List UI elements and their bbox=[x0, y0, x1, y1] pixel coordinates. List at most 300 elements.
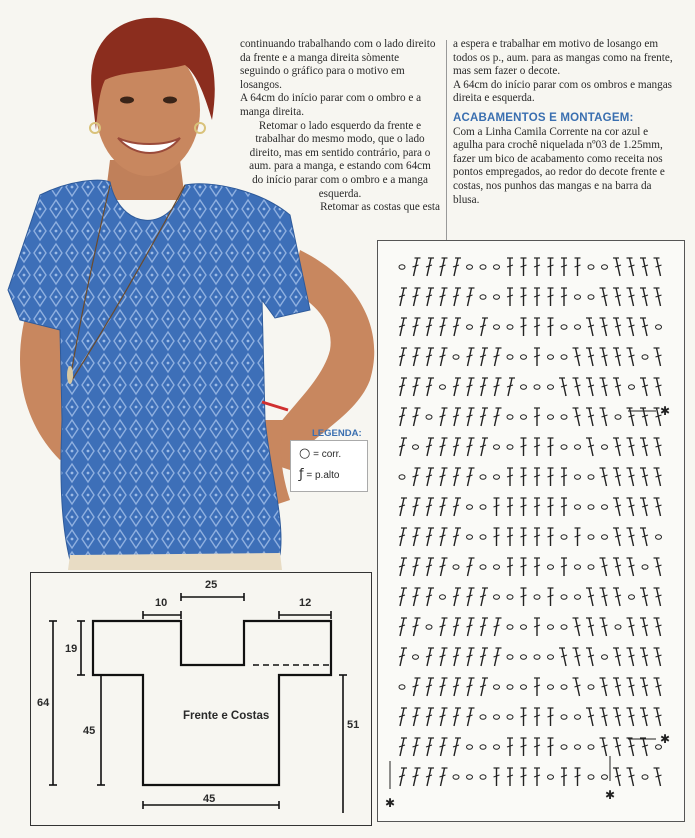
dc-symbol bbox=[468, 708, 472, 726]
chain-symbol bbox=[561, 625, 567, 630]
legend-box bbox=[290, 440, 368, 492]
dc-symbol bbox=[643, 318, 647, 336]
dc-symbol bbox=[427, 318, 431, 336]
chain-symbol bbox=[642, 355, 648, 360]
col1-paragraph-4: Retomar as costas que esta bbox=[320, 201, 440, 214]
chain-symbol bbox=[561, 715, 567, 720]
dc-symbol bbox=[643, 588, 647, 606]
dc-symbol bbox=[603, 678, 607, 696]
chain-symbol bbox=[602, 775, 608, 780]
dc-symbol bbox=[616, 588, 620, 606]
dc-symbol bbox=[468, 588, 472, 606]
dc-symbol bbox=[616, 708, 620, 726]
dc-symbol bbox=[643, 378, 647, 396]
chain-symbol bbox=[588, 565, 594, 570]
dc-symbol bbox=[454, 378, 458, 396]
double-crochet-icon: ƒ bbox=[299, 467, 304, 482]
dim-shoulder-left: 10 bbox=[155, 597, 168, 609]
chain-symbol bbox=[507, 445, 513, 450]
dc-symbol bbox=[495, 348, 499, 366]
chain-symbol bbox=[467, 325, 473, 330]
dc-symbol bbox=[400, 618, 404, 636]
dc-symbol bbox=[414, 678, 418, 696]
dc-symbol bbox=[441, 288, 445, 306]
dc-symbol bbox=[657, 558, 661, 576]
chain-symbol bbox=[588, 475, 594, 480]
legend-corr-label: = corr. bbox=[313, 449, 342, 460]
chain-symbol bbox=[480, 295, 486, 300]
dc-symbol bbox=[603, 288, 607, 306]
dc-symbol bbox=[400, 558, 404, 576]
chain-symbol bbox=[561, 595, 567, 600]
dc-symbol bbox=[630, 738, 634, 756]
chain-symbol bbox=[602, 655, 608, 660]
chain-symbol bbox=[575, 445, 581, 450]
dc-symbol bbox=[630, 498, 634, 516]
dc-symbol bbox=[454, 678, 458, 696]
dc-symbol bbox=[630, 648, 634, 666]
dc-symbol bbox=[454, 438, 458, 456]
chain-symbol bbox=[548, 355, 554, 360]
dc-symbol bbox=[400, 738, 404, 756]
chain-symbol bbox=[548, 565, 554, 570]
chain-symbol bbox=[588, 505, 594, 510]
chain-symbol bbox=[629, 385, 635, 390]
chain-symbol bbox=[494, 325, 500, 330]
dc-symbol bbox=[481, 588, 485, 606]
dc-symbol bbox=[657, 438, 661, 456]
dc-symbol bbox=[454, 588, 458, 606]
schematic-title: Frente e Costas bbox=[183, 710, 270, 722]
chain-symbol bbox=[575, 715, 581, 720]
col2-paragraph-1: a espera e trabalhar em motivo de losango em todos os p., aum. para as mangas como na frente, mas sem fazer o decote. bbox=[453, 38, 673, 78]
dc-symbol bbox=[441, 618, 445, 636]
chain-symbol bbox=[399, 265, 405, 270]
dc-symbol bbox=[576, 378, 580, 396]
dc-symbol bbox=[657, 678, 661, 696]
dc-symbol bbox=[657, 768, 661, 786]
dc-symbol bbox=[630, 528, 634, 546]
col1-paragraph-1: continuando trabalhando com o lado direito da frente e a manga direita sòmente seguindo o gráfico para o motivo em losangos. bbox=[240, 38, 436, 91]
chain-symbol bbox=[494, 715, 500, 720]
chain-symbol bbox=[480, 745, 486, 750]
chain-symbol bbox=[642, 775, 648, 780]
chain-symbol bbox=[575, 475, 581, 480]
chain-symbol bbox=[656, 325, 662, 330]
legend bbox=[290, 428, 368, 494]
dc-symbol bbox=[603, 318, 607, 336]
dc-symbol bbox=[441, 258, 445, 276]
dc-symbol bbox=[400, 378, 404, 396]
dc-symbol bbox=[657, 378, 661, 396]
dc-symbol bbox=[495, 618, 499, 636]
dc-symbol bbox=[400, 768, 404, 786]
dc-symbol bbox=[589, 408, 593, 426]
chain-symbol bbox=[507, 325, 513, 330]
svg-text:✱: ✱ bbox=[385, 796, 396, 810]
dc-symbol bbox=[495, 648, 499, 666]
dc-symbol bbox=[643, 438, 647, 456]
chain-symbol bbox=[507, 355, 513, 360]
dc-symbol bbox=[441, 738, 445, 756]
chain-symbol bbox=[615, 625, 621, 630]
chain-symbol bbox=[575, 595, 581, 600]
dc-symbol bbox=[562, 648, 566, 666]
dc-symbol bbox=[630, 768, 634, 786]
svg-text:✱: ✱ bbox=[605, 788, 616, 802]
chain-symbol bbox=[480, 775, 486, 780]
dc-symbol bbox=[589, 438, 593, 456]
dc-symbol bbox=[616, 648, 620, 666]
chain-symbol bbox=[561, 415, 567, 420]
dc-symbol bbox=[657, 288, 661, 306]
chain-symbol bbox=[507, 655, 513, 660]
col2-paragraph-2: A 64cm do início parar com os ombros e mangas direita e esquerda. bbox=[453, 78, 673, 105]
dc-symbol bbox=[414, 528, 418, 546]
dc-symbol bbox=[657, 348, 661, 366]
dc-symbol bbox=[616, 258, 620, 276]
dc-symbol bbox=[481, 318, 485, 336]
chain-symbol bbox=[561, 685, 567, 690]
dc-symbol bbox=[427, 258, 431, 276]
chain-symbol bbox=[480, 565, 486, 570]
dc-symbol bbox=[414, 738, 418, 756]
dc-symbol bbox=[589, 588, 593, 606]
dc-symbol bbox=[643, 708, 647, 726]
dc-symbol bbox=[603, 708, 607, 726]
dc-symbol bbox=[616, 438, 620, 456]
dc-symbol bbox=[441, 768, 445, 786]
chain-symbol bbox=[426, 625, 432, 630]
column-divider bbox=[446, 40, 447, 240]
legend-row-corr bbox=[299, 446, 341, 461]
chain-symbol bbox=[575, 325, 581, 330]
chain-symbol bbox=[548, 625, 554, 630]
dc-symbol bbox=[468, 678, 472, 696]
dc-symbol bbox=[468, 438, 472, 456]
dc-symbol bbox=[454, 738, 458, 756]
dc-symbol bbox=[630, 258, 634, 276]
dc-symbol bbox=[630, 318, 634, 336]
chain-symbol bbox=[575, 565, 581, 570]
dc-symbol bbox=[589, 708, 593, 726]
chain-symbol bbox=[629, 595, 635, 600]
chain-symbol bbox=[453, 355, 459, 360]
dc-symbol bbox=[643, 738, 647, 756]
dc-symbol bbox=[576, 678, 580, 696]
dc-symbol bbox=[441, 498, 445, 516]
chain-symbol bbox=[588, 265, 594, 270]
dc-symbol bbox=[414, 258, 418, 276]
chain-symbol bbox=[521, 685, 527, 690]
dc-symbol bbox=[441, 678, 445, 696]
chain-symbol bbox=[561, 445, 567, 450]
dc-symbol bbox=[454, 408, 458, 426]
dc-symbol bbox=[454, 318, 458, 336]
chain-symbol bbox=[467, 505, 473, 510]
chain-symbol bbox=[588, 775, 594, 780]
dc-symbol bbox=[603, 348, 607, 366]
chain-symbol bbox=[575, 505, 581, 510]
dc-symbol bbox=[427, 438, 431, 456]
chain-symbol bbox=[588, 535, 594, 540]
dc-symbol bbox=[441, 468, 445, 486]
dc-symbol bbox=[400, 528, 404, 546]
dc-symbol bbox=[400, 588, 404, 606]
dc-symbol bbox=[630, 288, 634, 306]
chain-symbol bbox=[575, 745, 581, 750]
dc-symbol bbox=[427, 348, 431, 366]
dc-symbol bbox=[427, 288, 431, 306]
dc-symbol bbox=[454, 468, 458, 486]
dc-symbol bbox=[427, 678, 431, 696]
chain-symbol bbox=[507, 685, 513, 690]
dc-symbol bbox=[400, 348, 404, 366]
chain-symbol bbox=[494, 745, 500, 750]
dc-symbol bbox=[589, 348, 593, 366]
dc-symbol bbox=[630, 618, 634, 636]
chain-symbol bbox=[413, 445, 419, 450]
dc-symbol bbox=[643, 528, 647, 546]
dc-symbol bbox=[657, 258, 661, 276]
dc-symbol bbox=[468, 408, 472, 426]
chain-symbol bbox=[399, 685, 405, 690]
chain-symbol bbox=[494, 475, 500, 480]
dc-symbol bbox=[603, 618, 607, 636]
dc-symbol bbox=[616, 528, 620, 546]
dc-symbol bbox=[468, 348, 472, 366]
instructions-column-2 bbox=[453, 38, 675, 207]
dc-symbol bbox=[657, 468, 661, 486]
dc-symbol bbox=[616, 678, 620, 696]
chain-symbol bbox=[507, 715, 513, 720]
dc-symbol bbox=[400, 318, 404, 336]
dc-symbol bbox=[441, 558, 445, 576]
dc-symbol bbox=[616, 498, 620, 516]
dc-symbol bbox=[468, 378, 472, 396]
dc-symbol bbox=[643, 618, 647, 636]
dc-symbol bbox=[427, 378, 431, 396]
dc-symbol bbox=[616, 318, 620, 336]
dc-symbol bbox=[481, 678, 485, 696]
dc-symbol bbox=[589, 648, 593, 666]
chain-symbol bbox=[534, 595, 540, 600]
chain-symbol bbox=[656, 535, 662, 540]
dc-symbol bbox=[589, 318, 593, 336]
chain-symbol bbox=[548, 415, 554, 420]
dc-symbol bbox=[643, 288, 647, 306]
dc-symbol bbox=[454, 648, 458, 666]
dc-symbol bbox=[468, 558, 472, 576]
dc-symbol bbox=[414, 318, 418, 336]
dc-symbol bbox=[576, 408, 580, 426]
dc-symbol bbox=[616, 468, 620, 486]
dim-sleeve-right: 12 bbox=[299, 597, 312, 609]
dc-symbol bbox=[630, 438, 634, 456]
dc-symbol bbox=[576, 648, 580, 666]
dc-symbol bbox=[643, 468, 647, 486]
chain-symbol bbox=[521, 415, 527, 420]
dc-symbol bbox=[468, 468, 472, 486]
svg-text:✱: ✱ bbox=[660, 404, 671, 418]
dc-symbol bbox=[400, 498, 404, 516]
dc-symbol bbox=[616, 768, 620, 786]
chain-stitch-icon: ○ bbox=[299, 446, 311, 461]
chain-symbol bbox=[480, 475, 486, 480]
dc-symbol bbox=[657, 588, 661, 606]
col1-paragraph-3: Retomar o lado esquerdo da frente e trabalhar do mesmo modo, que o lado direito, mas em sentido contrário, para o aum. para a manga, e estando com 64cm bbox=[249, 119, 431, 173]
chain-symbol bbox=[494, 265, 500, 270]
chain-symbol bbox=[467, 265, 473, 270]
chain-symbol bbox=[602, 505, 608, 510]
stitch-diagram bbox=[378, 241, 684, 821]
dc-symbol bbox=[427, 498, 431, 516]
dc-symbol bbox=[616, 348, 620, 366]
dc-symbol bbox=[454, 258, 458, 276]
chain-symbol bbox=[588, 745, 594, 750]
dc-symbol bbox=[414, 558, 418, 576]
svg-text:✱: ✱ bbox=[660, 732, 671, 746]
dc-symbol bbox=[454, 288, 458, 306]
dc-symbol bbox=[657, 648, 661, 666]
chain-symbol bbox=[534, 385, 540, 390]
chain-symbol bbox=[588, 295, 594, 300]
col2-paragraph-3: Com a Linha Camila Corrente na cor azul e agulha para crochê niquelada nº03 de 1.25mm, fazer um bico de acabamento como receita nos pontos empregados, ao redor do decote frente e costas, nos punhos das mangas e na barra da blusa. bbox=[453, 125, 665, 206]
dc-symbol bbox=[481, 438, 485, 456]
legend-title: LEGENDA: bbox=[312, 428, 362, 439]
dim-sleeve-height: 19 bbox=[65, 643, 78, 655]
chain-symbol bbox=[494, 295, 500, 300]
col1-paragraph-3b: do início parar com o ombro e a manga esquerda. bbox=[252, 173, 428, 200]
dc-symbol bbox=[508, 378, 512, 396]
col1-paragraph-2: A 64cm do início parar com o ombro e a manga direita. bbox=[240, 92, 422, 118]
dc-symbol bbox=[414, 588, 418, 606]
dim-body-length: 45 bbox=[83, 725, 96, 737]
chain-symbol bbox=[521, 385, 527, 390]
chain-symbol bbox=[561, 325, 567, 330]
dc-symbol bbox=[400, 438, 404, 456]
chain-symbol bbox=[548, 685, 554, 690]
dc-symbol bbox=[616, 558, 620, 576]
chain-symbol bbox=[521, 625, 527, 630]
dc-symbol bbox=[630, 708, 634, 726]
dc-symbol bbox=[603, 738, 607, 756]
dc-symbol bbox=[427, 588, 431, 606]
dim-total-length: 64 bbox=[37, 697, 50, 709]
dc-symbol bbox=[495, 408, 499, 426]
dc-symbol bbox=[468, 648, 472, 666]
chain-symbol bbox=[534, 655, 540, 660]
dc-symbol bbox=[603, 588, 607, 606]
chain-symbol bbox=[453, 565, 459, 570]
dc-symbol bbox=[427, 558, 431, 576]
dc-symbol bbox=[576, 618, 580, 636]
chain-symbol bbox=[548, 775, 554, 780]
dc-symbol bbox=[441, 528, 445, 546]
dc-symbol bbox=[481, 408, 485, 426]
dc-symbol bbox=[414, 408, 418, 426]
dc-symbol bbox=[643, 498, 647, 516]
dc-symbol bbox=[603, 468, 607, 486]
dc-symbol bbox=[630, 348, 634, 366]
dc-symbol bbox=[414, 618, 418, 636]
dc-symbol bbox=[414, 498, 418, 516]
dc-symbol bbox=[657, 618, 661, 636]
dc-symbol bbox=[414, 378, 418, 396]
chain-symbol bbox=[494, 565, 500, 570]
dc-symbol bbox=[495, 378, 499, 396]
chain-symbol bbox=[399, 475, 405, 480]
chain-symbol bbox=[453, 775, 459, 780]
dc-symbol bbox=[603, 558, 607, 576]
chain-symbol bbox=[521, 355, 527, 360]
dc-symbol bbox=[400, 408, 404, 426]
dc-symbol bbox=[630, 678, 634, 696]
finishing-heading: ACABAMENTOS E MONTAGEM: bbox=[453, 111, 634, 124]
dc-symbol bbox=[400, 708, 404, 726]
dc-symbol bbox=[481, 618, 485, 636]
chain-symbol bbox=[507, 595, 513, 600]
chain-symbol bbox=[426, 415, 432, 420]
chain-symbol bbox=[494, 595, 500, 600]
dc-symbol bbox=[427, 708, 431, 726]
chain-symbol bbox=[480, 715, 486, 720]
dc-symbol bbox=[414, 288, 418, 306]
chain-symbol bbox=[467, 775, 473, 780]
chain-symbol bbox=[602, 535, 608, 540]
dc-symbol bbox=[441, 708, 445, 726]
dc-symbol bbox=[603, 378, 607, 396]
chain-symbol bbox=[615, 415, 621, 420]
dc-symbol bbox=[441, 348, 445, 366]
dc-symbol bbox=[427, 738, 431, 756]
dim-body-width: 45 bbox=[203, 793, 216, 805]
dc-symbol bbox=[454, 528, 458, 546]
dc-symbol bbox=[454, 498, 458, 516]
chain-symbol bbox=[548, 385, 554, 390]
dc-symbol bbox=[400, 288, 404, 306]
dc-symbol bbox=[441, 408, 445, 426]
chain-symbol bbox=[480, 535, 486, 540]
dc-symbol bbox=[468, 618, 472, 636]
dc-symbol bbox=[616, 738, 620, 756]
dc-symbol bbox=[441, 318, 445, 336]
chain-symbol bbox=[440, 385, 446, 390]
chain-symbol bbox=[548, 655, 554, 660]
dim-side-length: 51 bbox=[347, 719, 360, 731]
dc-symbol bbox=[589, 618, 593, 636]
dc-symbol bbox=[603, 408, 607, 426]
chain-symbol bbox=[494, 685, 500, 690]
instructions-column-1 bbox=[240, 38, 440, 215]
dc-symbol bbox=[589, 378, 593, 396]
dc-symbol bbox=[630, 468, 634, 486]
dc-symbol bbox=[414, 708, 418, 726]
dc-symbol bbox=[481, 348, 485, 366]
dc-symbol bbox=[454, 708, 458, 726]
dc-symbol bbox=[630, 558, 634, 576]
dc-symbol bbox=[414, 468, 418, 486]
chain-symbol bbox=[588, 685, 594, 690]
dc-symbol bbox=[643, 258, 647, 276]
dc-symbol bbox=[643, 678, 647, 696]
chain-symbol bbox=[642, 565, 648, 570]
legend-row-palto bbox=[299, 467, 339, 482]
dc-symbol bbox=[427, 528, 431, 546]
chain-symbol bbox=[575, 295, 581, 300]
chain-symbol bbox=[413, 655, 419, 660]
crochet-stitch-chart bbox=[377, 240, 685, 822]
